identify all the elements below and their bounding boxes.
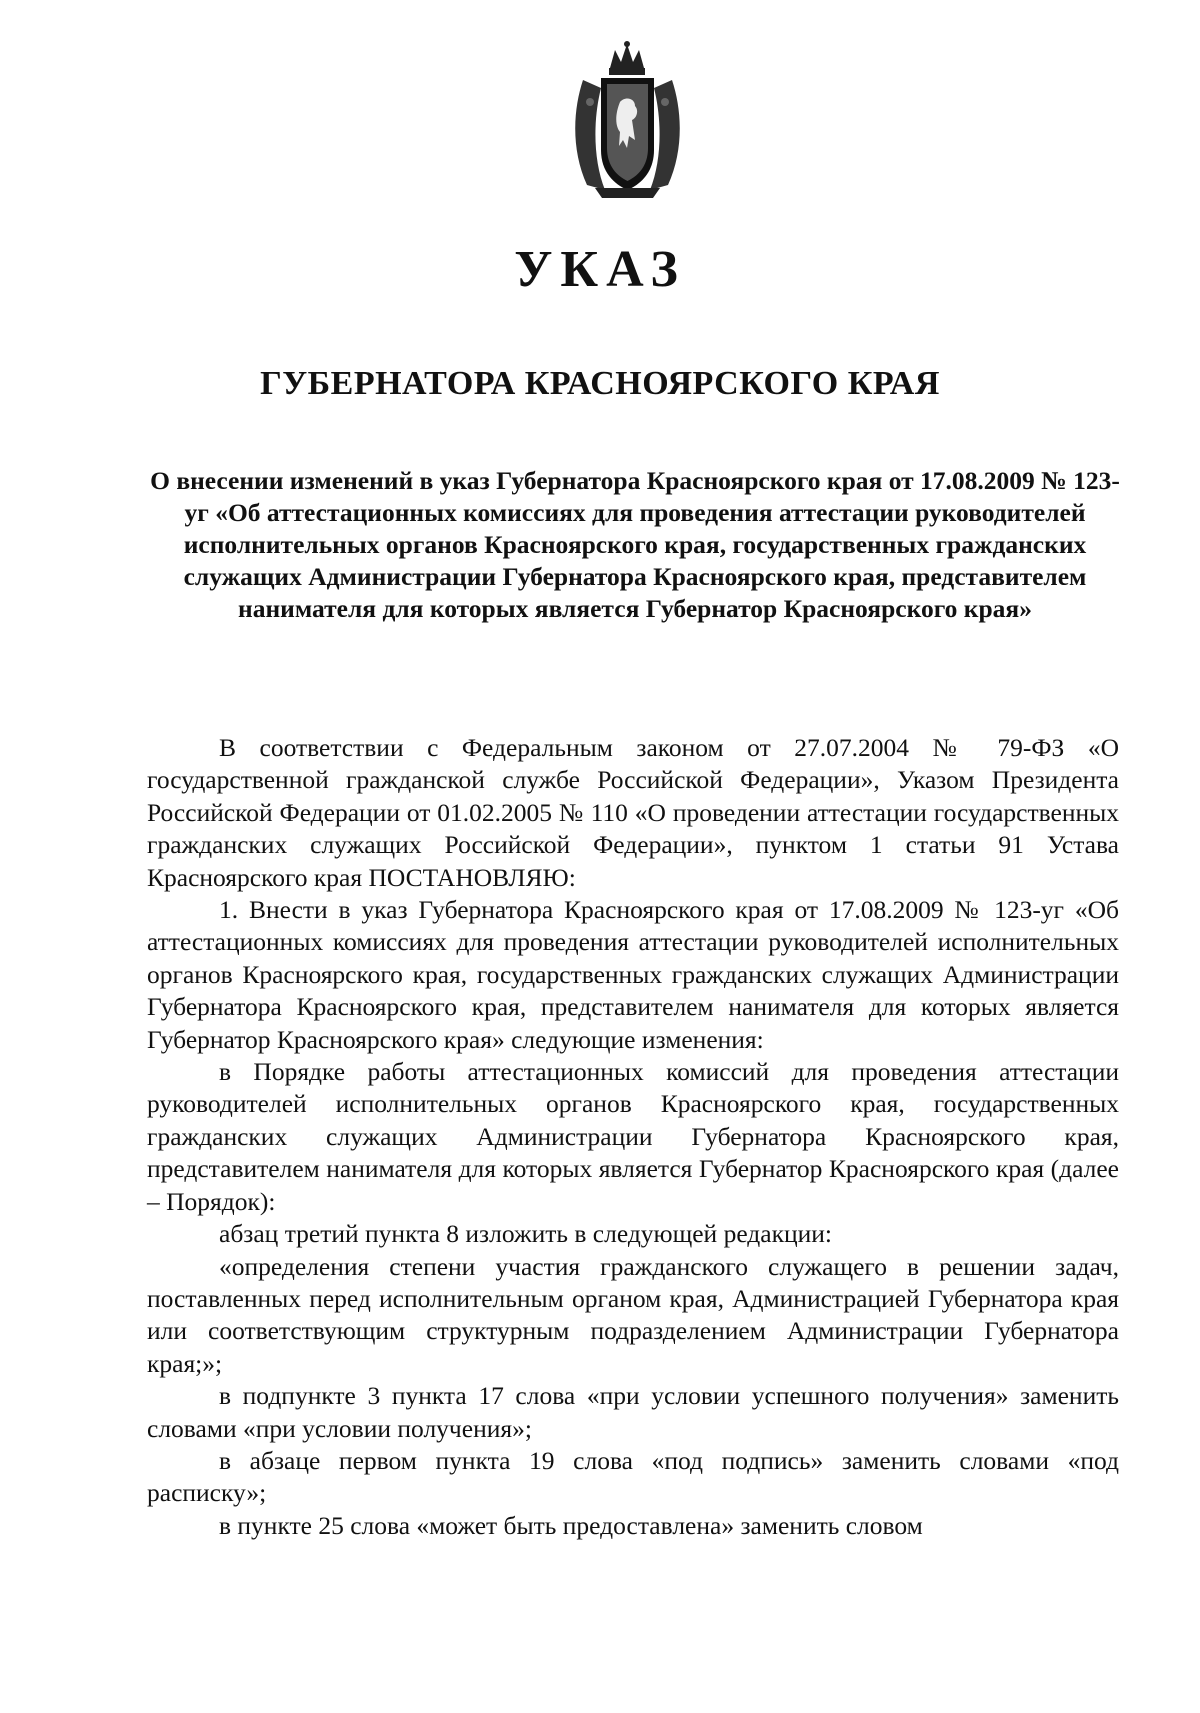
paragraph-preamble: В соответствии с Федеральным законом от 27.07.2004 № 79-ФЗ «О государственной гражданской службе Российской Федерации», Указом Президента Российской Федерации от 01.02.2005 № 110 «О проведении аттестации государственных гражданских служащих Российской Федерации», пунктом 1 статьи 91 Устава Красноярского края ПОСТАНОВЛЯЮ: — [147, 733, 1119, 892]
coat-of-arms-icon — [565, 40, 690, 200]
paragraph-point-25: в пункте 25 слова «может быть предоставлена» заменить словом — [219, 1510, 923, 1540]
paragraph-point-19: в абзаце первом пункта 19 слова «под подпись» заменить словами «под расписку»; — [147, 1445, 1119, 1508]
paragraph-procedure: в Порядке работы аттестационных комиссий для проведения аттестации руководителей исполнительных органов Красноярского края, государственных гражданских служащих Администрации Губернатора Красноярского края, представителем нанимателя для которых является Губернатор Красноярского края (далее – Порядок): — [147, 1057, 1119, 1216]
paragraph-quote: «определения степени участия гражданского служащего в решении задач, поставленных перед исполнительным органом края, Администрацией Губернатора края или соответствующим структурным подразделением Администрации Губернатора края;»; — [147, 1251, 1119, 1378]
paragraph-item-1: 1. Внести в указ Губернатора Красноярского края от 17.08.2009 № 123-уг «Об аттестационных комиссиях для проведения аттестации руководителей исполнительных органов Красноярского края, государственных гражданских служащих Администрации Губернатора Красноярского края, представителем нанимателя для которых является Губернатор Красноярского края» следующие изменения: — [147, 895, 1119, 1054]
paragraph-point-8: абзац третий пункта 8 изложить в следующей редакции: — [219, 1219, 833, 1249]
document-heading: О внесении изменений в указ Губернатора Красноярского края от 17.08.2009 № 123-уг «Об аттестационных комиссиях для проведения аттестации руководителей исполнительных органов Красноярского края, государственных гражданских служащих Администрации Губернатора Красноярского края, представителем нанимателя для которых является Губернатор Красноярского края» — [150, 466, 1120, 623]
paragraph-point-17: в подпункте 3 пункта 17 слова «при условии успешного получения» заменить словами «при условии получения»; — [147, 1381, 1119, 1443]
document-subtitle: ГУБЕРНАТОРА КРАСНОЯРСКОГО КРАЯ — [260, 365, 940, 402]
document-title: УКАЗ — [514, 241, 686, 298]
document-body — [147, 732, 1119, 1542]
